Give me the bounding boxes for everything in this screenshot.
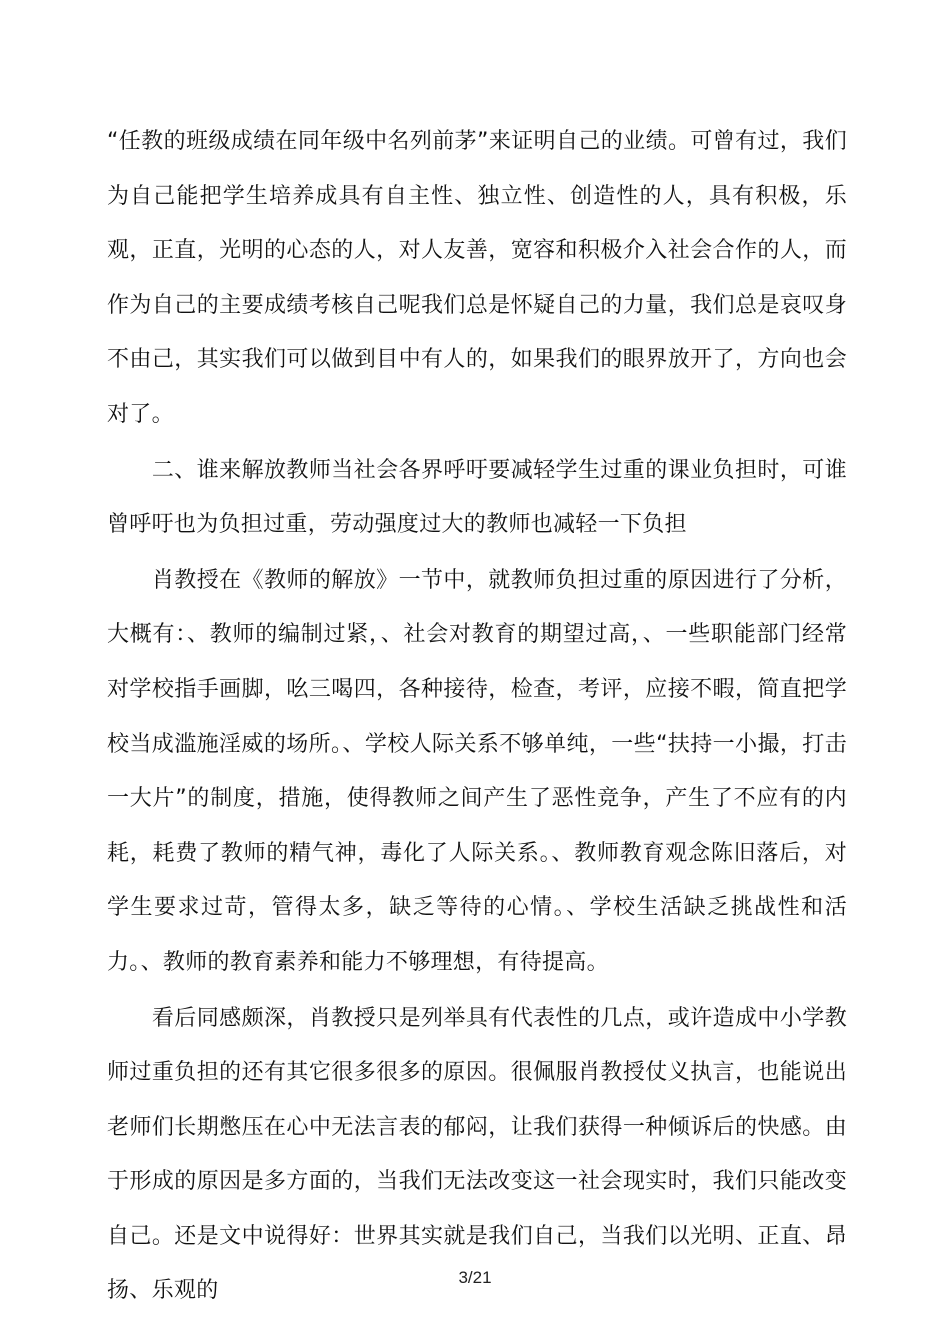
document-body bbox=[107, 115, 847, 1320]
paragraph-burden-reasons: 肖教授在《教师的解放》一节中，就教师负担过重的原因进行了分析，大概有：、教师的编制过紧，、社会对教育的期望过高，、一些职能部门经常对学校指手画脚，吆三喝四，各种接待，检查，考评，应接不暇，简直把学校当成滥施淫威的场所。、学校人际关系不够单纯，一些“扶持一小撮，打击一大片”的制度，措施，使得教师之间产生了恶性竞争，产生了不应有的内耗，耗费了教师的精气神，毒化了人际关系。、教师教育观念陈旧落后，对学生要求过苛，管得太多，缺乏等待的心情。、学校生活缺乏挑战性和活力。、教师的教育素养和能力不够理想，有待提高。 bbox=[107, 567, 847, 975]
paragraph-reflection: 看后同感颇深，肖教授只是列举具有代表性的几点，或许造成中小学教师过重负担的还有其它很多很多的原因。很佩服肖教授仗义执言，也能说出老师们长期憋压在心中无法言表的郁闷，让我们获得一种倾诉后的快感。由于形成的原因是多方面的，当我们无法改变这一社会现实时，我们只能改变自己。还是文中说得好：世界其实就是我们自己，当我们以光明、正直、昂扬、乐观的 bbox=[107, 1005, 847, 1304]
paragraph-section-two-heading: 二、谁来解放教师当社会各界呼吁要减轻学生过重的课业负担时，可谁曾呼吁也为负担过重，劳动强度过大的教师也减轻一下负担 bbox=[107, 457, 847, 538]
paragraph-continuation: “任教的班级成绩在同年级中名列前茅”来证明自己的业绩。可曾有过，我们为自己能把学生培养成具有自主性、独立性、创造性的人，具有积极，乐观，正直，光明的心态的人，对人友善，宽容和积极介入社会合作的人，而作为自己的主要成绩考核自己呢我们总是怀疑自己的力量，我们总是哀叹身不由己，其实我们可以做到目中有人的，如果我们的眼界放开了，方向也会对了。 bbox=[107, 129, 847, 427]
page-number: 3/21 bbox=[458, 1268, 492, 1287]
